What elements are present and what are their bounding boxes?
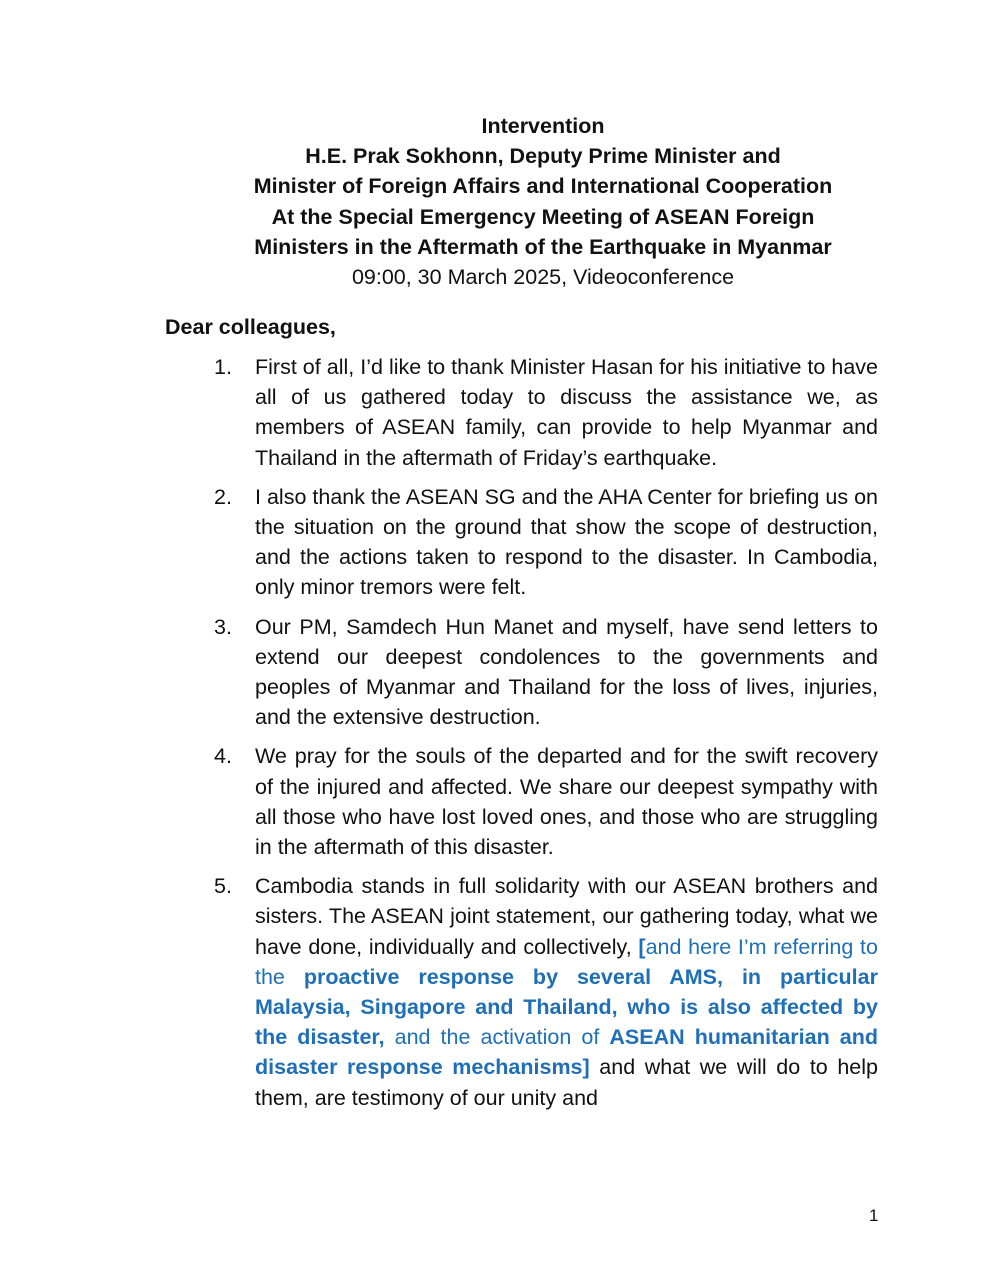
document-header [0,111,991,292]
list-item [0,741,878,862]
list-item-number: 1. [214,355,232,379]
header-meeting: At the Special Emergency Meeting of ASEAN Foreign [271,204,815,229]
header-meeting-cont: Ministers in the Aftermath of the Earthquake in Myanmar [254,234,832,259]
list-item [0,482,878,603]
highlight-text: and here I’m referring to the [255,934,878,989]
list-item [0,612,878,733]
list-item-text: I also thank the ASEAN SG and the AHA Center for briefing us on the situation on the ground that show the scope of destruction, and the actions taken to respond to the disaster. In Cambodia, only minor tremors were felt. [255,484,878,600]
highlight-bracket: [ [638,934,646,959]
salutation: Dear colleagues, [165,315,336,339]
list-item-text: First of all, I’d like to thank Minister Hasan for his initiative to have all of us gathered today to discuss the assistance we, as members of ASEAN family, can provide to help Myanmar and Thailand in the aftermath of Friday’s earthquake. [255,355,878,470]
highlight-bold-text: ASEAN humanitarian and disaster response mechanisms] [255,1025,878,1080]
numbered-list [0,352,991,1122]
page-number: 1 [869,1206,879,1225]
list-item [0,352,878,473]
list-item-text: Our PM, Samdech Hun Manet and myself, have send letters to extend our deepest condolences to the governments and peoples of Myanmar and Thailand for the loss of lives, injuries, and the extensive destruction. [255,614,878,730]
list-item-number: 2. [214,484,232,509]
text-segment: and what we will do to help them, are testimony of our unity and [255,1055,878,1110]
header-speaker: H.E. Prak Sokhonn, Deputy Prime Minister and [305,144,781,169]
header-title: Intervention [481,114,605,138]
highlight-bold-text: proactive response by several AMS, in particular Malaysia, Singapore and Thailand, who is also affected by the disaster, [255,964,878,1050]
list-item-number: 4. [214,744,232,769]
list-item-text: We pray for the souls of the departed and for the swift recovery of the injured and affected. We share our deepest sympathy with all those who have lost loved ones, and those who are struggling in the aftermath of this disaster. [255,744,878,860]
header-ministry: Minister of Foreign Affairs and International Cooperation [253,174,833,199]
list-item-text [255,871,878,1113]
text-segment: Cambodia stands in full solidarity with our ASEAN brothers and sisters. The ASEAN joint statement, our gathering today, what we have done, individually and collectively, [255,874,878,959]
list-item-number: 5. [214,874,232,899]
highlight-text: and the activation of [384,1025,610,1050]
list-item-number: 3. [214,614,232,639]
header-date-venue: 09:00, 30 March 2025, Videoconference [351,265,735,290]
list-item [0,871,878,1113]
